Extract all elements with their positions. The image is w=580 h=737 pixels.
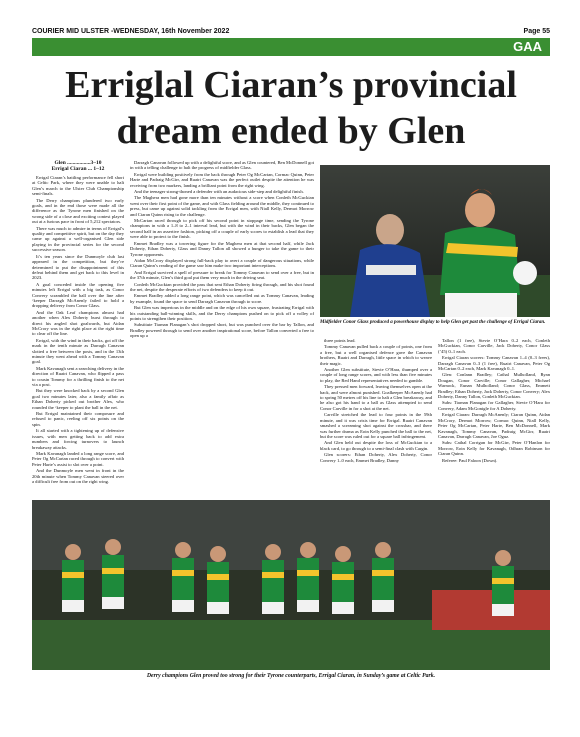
paragraph: Tommy Canavan pulled back a couple of points, one from a free, but a well organised defence gave the Canavan brothers, Ruairi and Darragh, little space in which to weave their magic. <box>320 344 432 366</box>
paragraph: Aidan McCrory displayed strong full-back play to avert a couple of dangerous situations, while Ciaran Quinn’s reading of the game saw him make two important interceptions. <box>130 257 314 269</box>
paragraph: But Errigal maintained their composure and refused to panic, reeling off six points on the spin. <box>32 411 124 427</box>
article-column-4 <box>438 338 550 464</box>
paragraph: And the teenager strong-thoned a defender with an audacious side-step and delightful finish. <box>134 189 304 195</box>
paragraph: three points lead. <box>324 338 356 343</box>
headline: Erriglal Ciaran’s provincial dream ended by Glen <box>65 64 517 152</box>
masthead-publication: COURIER MID ULSTER -WEDNESDAY, 16th November 2022 <box>32 28 230 35</box>
paragraph: There was much to admire in terms of Errigal’s quality and competitive spirit, but on the day they came up against a well-organised Glen side playing in the provincial series for the second successive season. <box>32 225 124 253</box>
paragraph: Referee: Paul Faloon (Down). <box>442 457 498 463</box>
paragraph: And Errigal survived a spell of pressure to break for Tommy Canavan to send over a free, but in the 37th minute, Glen’s third goal put them very much in the driving seat. <box>130 269 314 281</box>
paragraph: Another Glen substitute, Stevie O’Hara, thumped over a couple of long range scores, and with less than five minutes to play, the Red Hand representatives needed to gamble. <box>320 367 432 383</box>
article-column-3 <box>320 338 432 464</box>
paragraph: Mark Kavanagh landed a long range score, and Peter Og McCartan raced through to convert with Peter Harte’s assist to slot over a point. <box>32 450 124 467</box>
paragraph: It all started with a tightening up of defensive issues, with men getting back to add extra numbers and forcing turnovers to launch breakaway attacks. <box>32 428 124 450</box>
paragraph: Errigal Ciaran’s battling performance fell short at Celtic Park, where they were unable to halt Glen’s march to the Ulster Club Championship semi-finals. <box>32 175 124 197</box>
paragraph: The Derry champions plundered two early goals, and in the end those were made all the difference as the Tyrone men finished on the wrong side of a close and exciting contest played out at a furious pace in front of 5,212 spectators. <box>32 197 124 225</box>
paragraph: Substitute Tiarnan Flanagan’s shot dropped short, but was punched over the bar by Tallon, and Bradley powered through to send over another inspirational score, before Tallon converted a free to open up a <box>130 322 314 339</box>
paragraph: McCartan raced through to pick off his second point in stoppage time, sending the Tyrone champions in with a 1–8 to 2–1 interval lead, but with the wind in their backs, Glen began the second half in an assertive fashion, picking off a couple of early scores to establish a lead that they were able to protect to the finish. <box>130 218 314 240</box>
paragraph: And the Oak Leaf champions almost had another when Alex Doherty burst through to direct his angled shot goalwards, but Aidan McCrory was in the right place at the right time to clear off the line. <box>32 309 124 337</box>
paragraph: They pressed men forward, leaving themselves open at the back, and were almost punished. Goalkeeper McAnenly had to spring 50 metres off his line to halt a Glen breakaway, and he also got his hand to a ball as Glass attempted to send Conor Carville in for a shot at the net. <box>320 384 433 411</box>
article-column-1 <box>32 160 124 485</box>
paragraph: The Maghera men had gone more than ten minutes without a score when Conleth McGuckian went over their first point of the game, and with Glass fielding around the middle, they continued to press, but came up against solid tackling from the Errigal men, with Niall Kelly, Dermot Morrow and Ciaran Quinn rising to the challenge. <box>130 195 314 217</box>
score-line-errigal: Errigal Ciaran ... 1–12 <box>51 166 105 172</box>
paragraph: Emmet Bradley was a towering figure for the Maghera men at that second half, while Jack Doherty, Ethan Doherty, Glass and Danny Tallon all showed a hunger to take the game to their Tyrone opponents. <box>130 240 314 257</box>
score-line-glen: Glen .................3–10 <box>54 160 102 166</box>
section-label: GAA <box>513 39 542 54</box>
team-photo <box>32 500 550 670</box>
paragraph: It’s ten years since the Dunmoyle club last appeared in the competition, but they’re determined to put the disappointment of this defeat behind them and get back to this level in 2023. <box>32 253 124 281</box>
player-photo <box>320 165 550 317</box>
paragraph: Errigal Ciaran: Darragh McAnenly; Ciaran Quinn, Aidan McCrory, Dermot Morrow; Cormac Quinn, Niall Kelly, Peter Og McCartan, Peter Harte, Ben McDonnell, Mark Kavanagh, Tommy Canavan, Padraig McGirr, Ruairi Canavan, Darragh Canavan, Joe Oguz. <box>438 412 550 439</box>
paragraph: Tallon (1 free), Stevie O’Hara 0–2 each, Conleth McGuckian, Conor Carville, Jack Doherty, Conor Glass (’45) 0–1 each. <box>438 338 550 354</box>
paragraph: Errigal Ciaran scorers: Tommy Canavan 1–4 (0–3 frees), Darragh Canavan 0–3 (1 free), Ruairi Canavan, Peter Og McCartan 0–2 each, Mark Kavanagh 0–1. <box>438 355 550 372</box>
article-column-2 <box>130 160 314 340</box>
section-band <box>32 38 550 56</box>
player-photo-image <box>320 165 550 317</box>
team-photo-caption: Derry champions Glen proved too strong for their Tyrone counterparts, Errigal Ciaran, in Sunday’s game at Celtic Park. <box>146 673 436 679</box>
paragraph: Subs: Tiarnan Flanagan for Gallagher, Stevie O’Hara for Convery, Adam McGonigle for A Doherty. <box>438 400 550 411</box>
paragraph: And the Dunmoyle men went in front in the 20th minute when Tommy Canavan steered over a difficult free from out on the right wing. <box>32 468 124 484</box>
paragraph: Subs: Cathal Corrigan for McGirr, Peter O’Hanlon for Morrow, Eoin Kelly for Kavanagh, Odhran Robinson for Ciaran Quinn. <box>438 440 550 457</box>
glen-scorers: Glen scorers: Ethan Doherty, Alex Doherty, Conor Convery 1–0 each, Emmet Bradley, Danny <box>320 452 432 463</box>
paragraph: Errigal were building positively from the back through Peter Og McCartan, Cormac Quinn, Peter Harte and Padraig McGirr, and Ruairi Canavan was the perfect outlet despite the attention he was receiving from two markers, landing a brilliant point from the right wing. <box>130 171 314 188</box>
paragraph: Errigal, with the wind in their backs, got off the mark in the tenth minute as Darragh Canavan slotted a free between the posts, and in the 13th minute they went ahead with a Tommy Canavan goal. <box>32 337 124 365</box>
paragraph: And Glen held out despite the loss of McGuckian to a black card, to go through to a semi-final clash with Cargin. <box>320 440 432 451</box>
paragraph: Darragh Canavan followed up with a delightful score, and as Glen countered, Ben McDonnell got in with a telling challenge to halt the progress of midfielder Glass. <box>130 160 314 171</box>
paragraph: Conleth McGuckian provided the pass that sent Ethan Doherty firing through, and his shot found the net, despite the desperate efforts of two defenders to keep it out. <box>130 281 314 292</box>
masthead-page-number: Page 55 <box>523 28 550 35</box>
player-photo-caption: Midfielder Conor Glass produced a powerhouse display to help Glen get past the challenge of Errigal Ciaran. <box>320 320 546 325</box>
paragraph: Emmet Bradley added a long range point, which was cancelled out as Tommy Canavan, leading by example, found the space to send Darragh Canavan through to score. <box>130 293 314 304</box>
masthead <box>32 26 550 38</box>
score-box <box>32 160 124 172</box>
paragraph: Carville stretched the lead to four points in the 59th minute, and it was crisis time for Errigal. Ruairi Canavan smashed a screaming shot against the crossbar, and there was further drama as Eoin Kelly punched the ball to the net, but the score was ruled out for a square ball infringement. <box>320 412 432 439</box>
paragraph: Mark Kavanagh sent a searching delivery in the direction of Ruairi Canavan, who flipped a pass to cousin Tommy for a thrilling finish to the net via a post. <box>32 365 124 388</box>
team-photo-image <box>32 500 550 670</box>
paragraph: A goal conceded inside the opening five minutes left Errigal with a big task, as Conor Convery scrambled the ball over the line after ‘keeper Darragh McAnenly failed to hold a dropping delivery from Conor Glass. <box>32 281 124 309</box>
paragraph: But they were knocked back by a second Glen goal two minutes later, also a family affair as Ethan Doherty picked out brother Alex, who rounded the ‘keeper to plant the ball in the net. <box>32 388 124 410</box>
paragraph: Glen: Conlann Bradley; Cathal Mulholland, Ryan Dougan, Conor Carville; Conor Gallagher, Michael Warnock, Eunan Mulholland; Conor Glass, Emmett Bradley; Ethan Doherty, Jack Doherty, Conor Convery; Alex Doherty, Danny Tallon, Conleth McGuckian. <box>438 372 550 400</box>
paragraph: But Glen was imperious in the middle and on the edge of his own square, frustrating Errigal with his outstanding ball-winning skills, and the Derry champions pushed on to pick off a volley of points to strengthen their position. <box>130 305 314 321</box>
